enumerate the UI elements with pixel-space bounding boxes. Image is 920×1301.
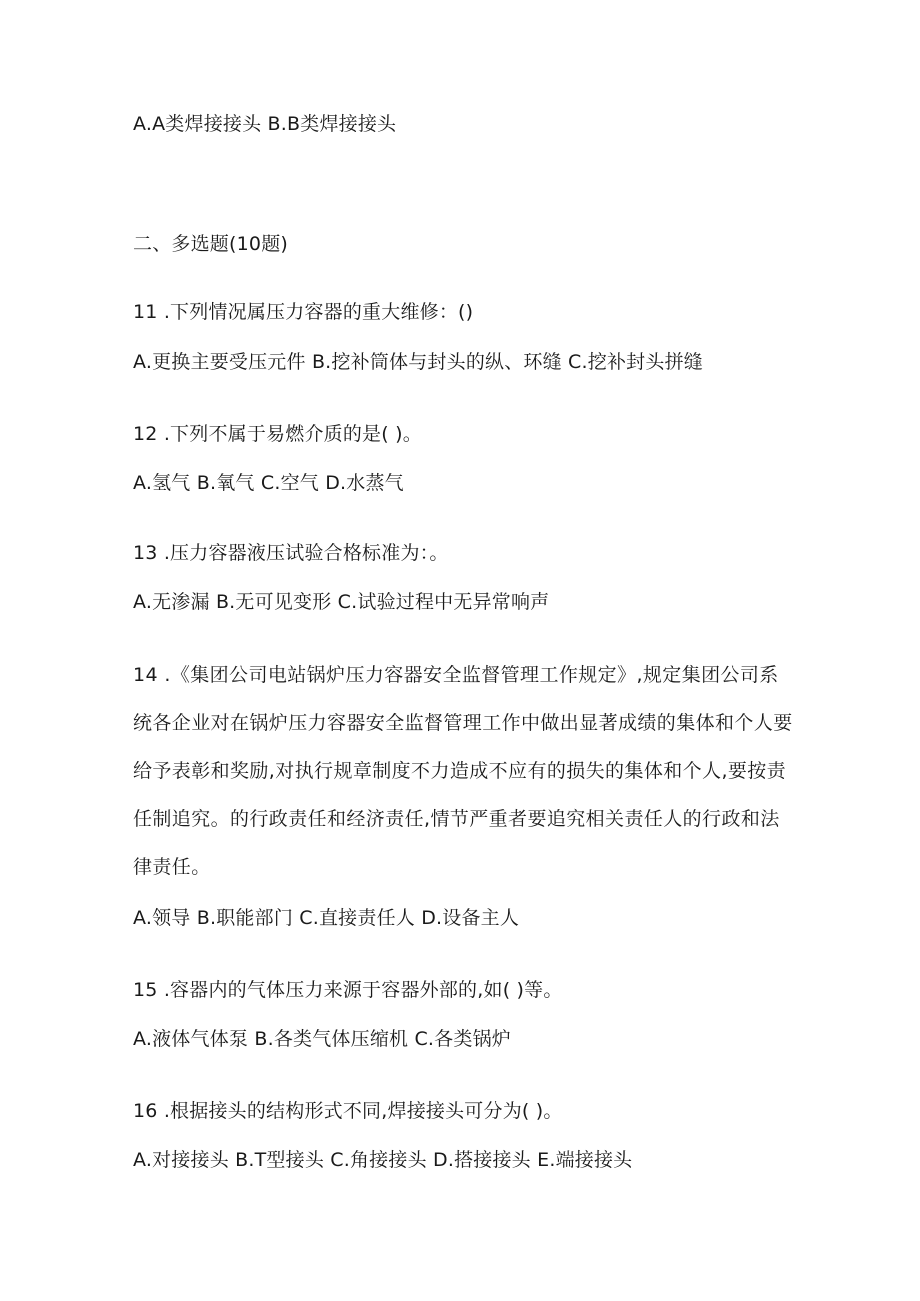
question-11-stem: 11 .下列情况属压力容器的重大维修：() bbox=[133, 301, 474, 323]
question-16-options: A.对接接头 B.T型接头 C.角接接头 D.搭接接头 E.端接接头 bbox=[133, 1149, 633, 1171]
question-14-options: A.领导 B.职能部门 C.直接责任人 D.设备主人 bbox=[133, 907, 520, 929]
section-heading: 二、多选题(10题) bbox=[133, 233, 289, 255]
question-15-stem: 15 .容器内的气体压力来源于容器外部的,如( )等。 bbox=[133, 979, 563, 1001]
question-13-options: A.无渗漏 B.无可见变形 C.试验过程中无异常响声 bbox=[133, 591, 550, 613]
question-13-stem: 13 .压力容器液压试验合格标准为：。 bbox=[133, 542, 449, 564]
question-14-stem: 14 .《集团公司电站锅炉压力容器安全监督管理工作规定》,规定集团公司系统各企业对在锅炉压力容器安全监督管理工作中做出显著成绩的集体和个人要给予表彰和奖励,对执行规章制度不力造成不应有的损失的集体和个人,要按责任制追究。的行政责任和经济责任,情节严重者要追究相关责任人的行政和法律责任。 bbox=[133, 664, 793, 878]
question-12-options: A.氢气 B.氧气 C.空气 D.水蒸气 bbox=[133, 472, 404, 494]
leading-options: A.A类焊接接头 B.B类焊接接头 bbox=[133, 113, 397, 135]
question-15-options: A.液体气体泵 B.各类气体压缩机 C.各类锅炉 bbox=[133, 1028, 511, 1050]
question-12-stem: 12 .下列不属于易燃介质的是( )。 bbox=[133, 423, 422, 445]
question-11-options: A.更换主要受压元件 B.挖补筒体与封头的纵、环缝 C.挖补封头拼缝 bbox=[133, 351, 703, 373]
question-16-stem: 16 .根据接头的结构形式不同,焊接接头可分为( )。 bbox=[133, 1100, 563, 1122]
